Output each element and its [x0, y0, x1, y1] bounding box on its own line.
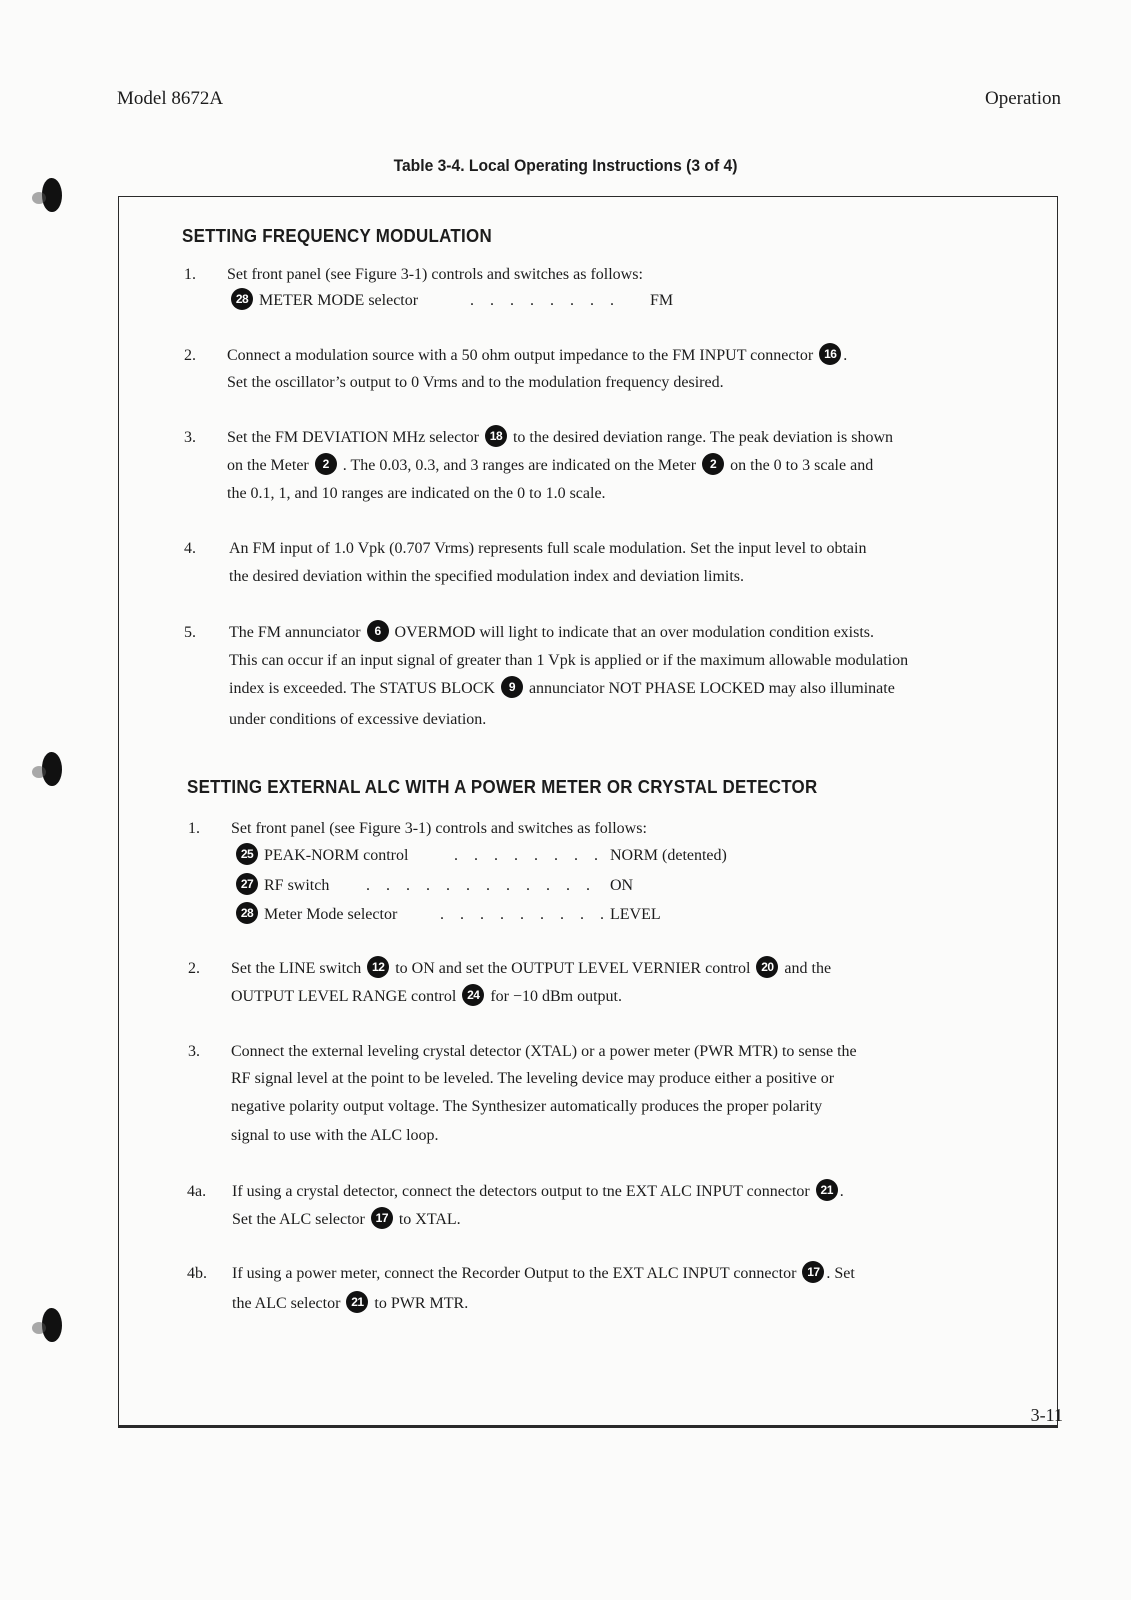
- callout-badge: 24: [462, 984, 484, 1006]
- control-label: RF switch: [264, 877, 330, 894]
- control-value: NORM (detented): [610, 847, 727, 864]
- step-text: under conditions of excessive deviation.: [229, 711, 487, 728]
- control-value: ON: [610, 877, 634, 894]
- punch-hole-mark-bottom: [42, 1308, 62, 1342]
- control-label: PEAK-NORM control: [264, 847, 409, 864]
- step-text: negative polarity output voltage. The Synthesizer automatically produces the proper polarity: [231, 1098, 823, 1115]
- step-text: This can occur if an input signal of greater than 1 Vpk is applied or if the maximum allowable modulation: [229, 652, 909, 669]
- step-number: 2.: [184, 347, 196, 364]
- step-number: 4b.: [187, 1265, 207, 1282]
- leader-dots: . . . . . . . . . . . .: [366, 877, 596, 894]
- step-number: 2.: [188, 960, 200, 977]
- callout-badge: 12: [367, 956, 389, 978]
- control-item: [234, 906, 397, 924]
- step-text: Set front panel (see Figure 3-1) controls and switches as follows:: [227, 266, 643, 283]
- step-number: 5.: [184, 624, 196, 641]
- callout-badge: 20: [756, 956, 778, 978]
- step-text: An FM input of 1.0 Vpk (0.707 Vrms) represents full scale modulation. Set the input level to obtain: [229, 540, 867, 557]
- step-text: The FM annunciator 6 OVERMOD will light to indicate that an over modulation condition exists.: [229, 624, 874, 642]
- step-number: 4a.: [187, 1183, 207, 1200]
- section-title-alc: SETTING EXTERNAL ALC WITH A POWER METER OR CRYSTAL DETECTOR: [187, 777, 818, 797]
- step-text: Set front panel (see Figure 3-1) controls and switches as follows:: [231, 820, 647, 837]
- step-text: the desired deviation within the specified modulation index and deviation limits.: [229, 568, 744, 585]
- step-text: Set the oscillator’s output to 0 Vrms and to the modulation frequency desired.: [227, 374, 724, 391]
- step-number: 1.: [188, 820, 200, 837]
- step-text: signal to use with the ALC loop.: [231, 1127, 439, 1144]
- step-number: 3.: [184, 429, 196, 446]
- header-section: Operation: [985, 88, 1061, 109]
- callout-badge: 21: [346, 1291, 368, 1313]
- callout-badge: 25: [236, 843, 258, 865]
- callout-badge: 21: [816, 1179, 838, 1201]
- control-item: [234, 877, 329, 895]
- step-text: If using a crystal detector, connect the detectors output to tne EXT ALC INPUT connector 21 .: [232, 1183, 844, 1201]
- punch-hole-mark-top: [42, 178, 62, 212]
- page-number: 3-11: [1030, 1405, 1063, 1425]
- control-item: [234, 847, 408, 865]
- callout-badge: 2: [315, 453, 337, 475]
- leader-dots: . . . . . . . .: [454, 847, 604, 864]
- step-text: on the Meter 2 . The 0.03, 0.3, and 3 ranges are indicated on the Meter 2 on the 0 to 3 scale and: [227, 457, 873, 475]
- section-title-fm: SETTING FREQUENCY MODULATION: [182, 226, 492, 246]
- callout-badge: 18: [485, 425, 507, 447]
- leader-dots: . . . . . . . .: [470, 292, 620, 309]
- step-text: Set the LINE switch 12 to ON and set the OUTPUT LEVEL VERNIER control 20 and the: [231, 960, 831, 978]
- callout-badge: 9: [501, 676, 523, 698]
- step-text: index is exceeded. The STATUS BLOCK 9 annunciator NOT PHASE LOCKED may also illuminate: [229, 680, 895, 698]
- callout-badge: 17: [802, 1261, 824, 1283]
- step-text: Connect a modulation source with a 50 ohm output impedance to the FM INPUT connector 16 .: [227, 347, 847, 365]
- control-item: [229, 292, 418, 310]
- step-number: 1.: [184, 266, 196, 283]
- step-text: Connect the external leveling crystal detector (XTAL) or a power meter (PWR MTR) to sense the: [231, 1043, 857, 1060]
- callout-badge: 16: [819, 343, 841, 365]
- callout-badge: 17: [371, 1207, 393, 1229]
- control-value: LEVEL: [610, 906, 661, 923]
- step-number: 3.: [188, 1043, 200, 1060]
- step-text: RF signal level at the point to be leveled. The leveling device may produce either a positive or: [231, 1070, 835, 1087]
- header-model: Model 8672A: [117, 88, 224, 109]
- step-text: If using a power meter, connect the Recorder Output to the EXT ALC INPUT connector 17 . Set: [232, 1265, 855, 1283]
- step-text: Set the ALC selector 17 to XTAL.: [232, 1211, 461, 1229]
- step-text: the 0.1, 1, and 10 ranges are indicated on the 0 to 1.0 scale.: [227, 485, 606, 502]
- step-number: 4.: [184, 540, 196, 557]
- callout-badge: 27: [236, 873, 258, 895]
- step-text: Set the FM DEVIATION MHz selector 18 to the desired deviation range. The peak deviation is shown: [227, 429, 893, 447]
- control-label: METER MODE selector: [259, 292, 419, 309]
- callout-badge: 28: [236, 902, 258, 924]
- control-value: FM: [650, 292, 674, 309]
- callout-badge: 6: [367, 620, 389, 642]
- step-text: OUTPUT LEVEL RANGE control 24 for −10 dBm output.: [231, 988, 622, 1006]
- table-caption: Table 3-4. Local Operating Instructions (3 of 4): [393, 156, 738, 175]
- callout-badge: 2: [702, 453, 724, 475]
- punch-hole-mark-middle: [42, 752, 62, 786]
- control-label: Meter Mode selector: [264, 906, 398, 923]
- step-text: the ALC selector 21 to PWR MTR.: [232, 1295, 468, 1313]
- leader-dots: . . . . . . . . .: [440, 906, 610, 923]
- callout-badge: 28: [231, 288, 253, 310]
